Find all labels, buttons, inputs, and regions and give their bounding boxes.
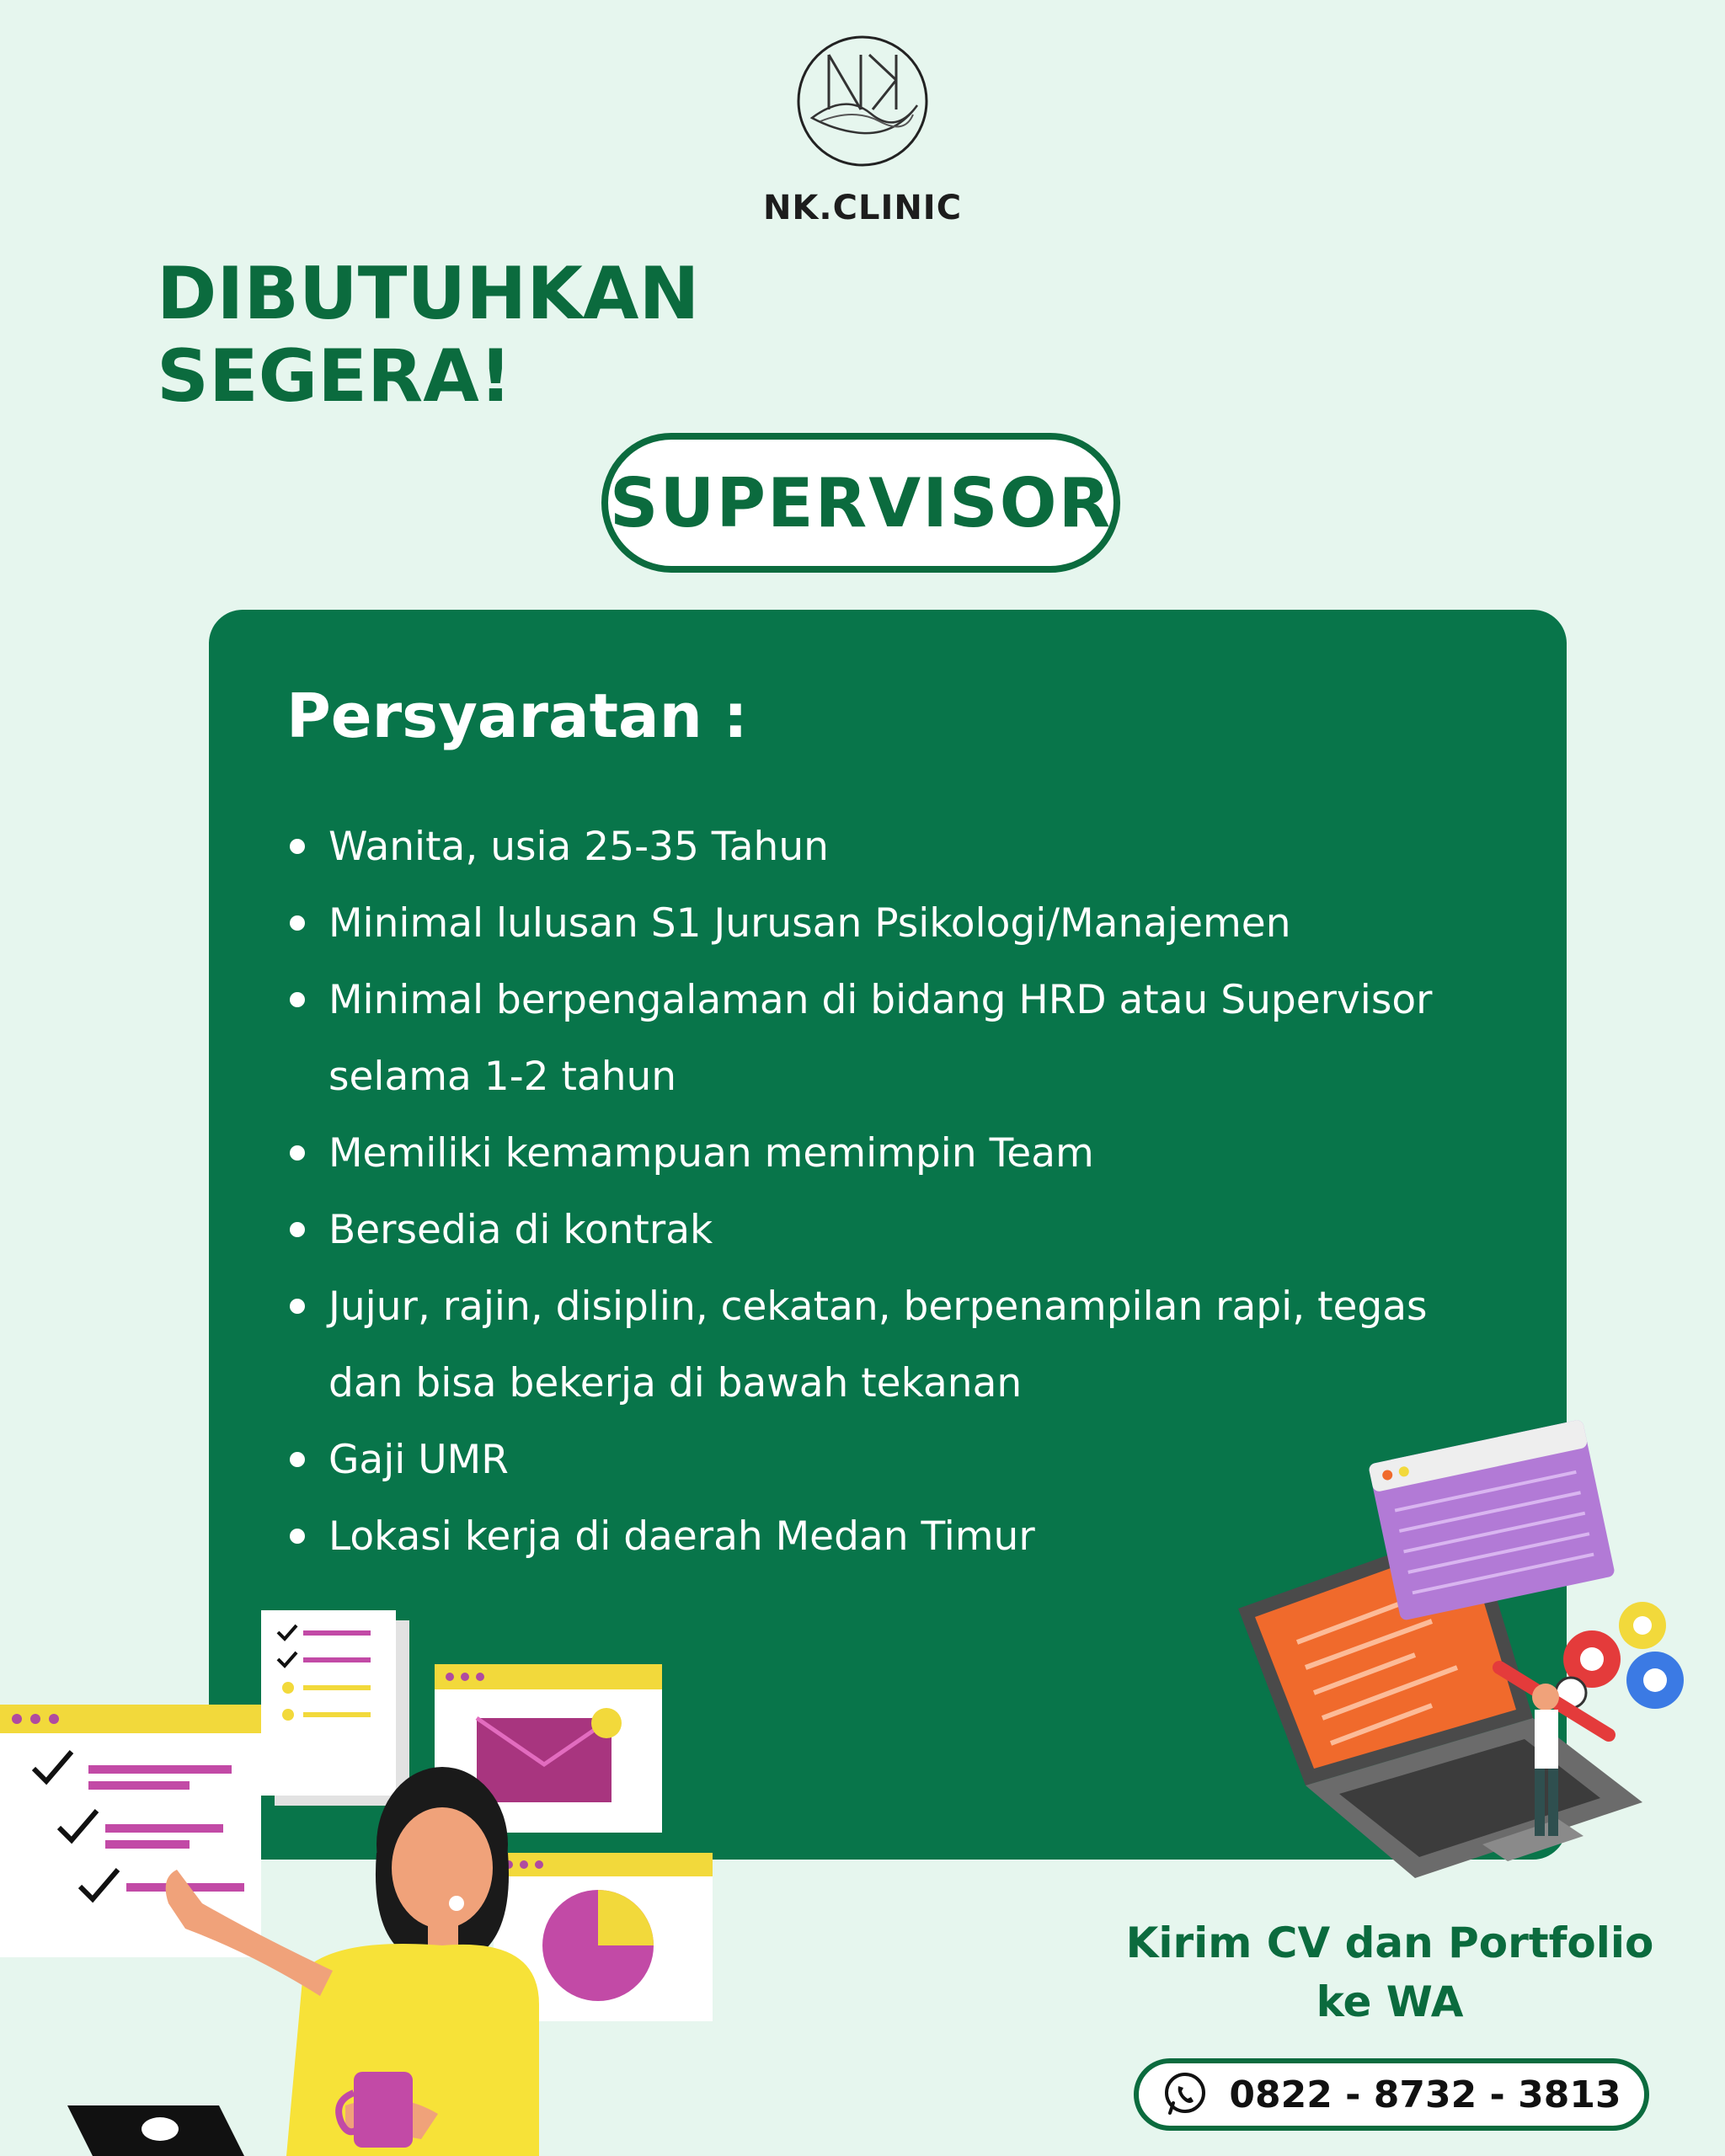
cta-line1: Kirim CV dan Portfolio — [1125, 1919, 1654, 1967]
headline-line2: SEGERA! — [157, 334, 513, 419]
headline — [157, 253, 746, 418]
whatsapp-contact[interactable] — [1134, 2058, 1649, 2131]
laptop-coding-illustration — [1230, 1415, 1701, 1886]
requirement-item: Minimal lulusan S1 Jurusan Psikologi/Manajemen — [286, 885, 1449, 962]
requirement-item: Lokasi kerja di daerah Medan Timur — [286, 1498, 1449, 1575]
position-title: SUPERVISOR — [609, 463, 1113, 542]
position-badge — [601, 433, 1120, 573]
cta-message — [1095, 1913, 1685, 2031]
requirement-item: Bersedia di kontrak — [286, 1192, 1449, 1268]
cta-line2: ke WA — [1316, 1977, 1464, 2026]
phone-number: 0822 - 8732 - 3813 — [1229, 2073, 1621, 2116]
requirement-item: Wanita, usia 25-35 Tahun — [286, 808, 1449, 885]
brand-name: NK.CLINIC — [762, 189, 963, 227]
office-worker-illustration — [0, 1600, 724, 2156]
requirement-item: Minimal berpengalaman di bidang HRD atau Supervisor selama 1-2 tahun — [286, 962, 1449, 1115]
requirements-title: Persyaratan : — [286, 680, 748, 751]
requirement-item: Jujur, rajin, disiplin, cekatan, berpenampilan rapi, tegas dan bisa bekerja di bawah tekanan — [286, 1268, 1449, 1422]
requirement-item: Memiliki kemampuan memimpin Team — [286, 1115, 1449, 1192]
headline-line1: DIBUTUHKAN — [157, 252, 700, 336]
whatsapp-icon — [1162, 2071, 1209, 2118]
clinic-logo — [795, 34, 930, 168]
requirement-item: Gaji UMR — [286, 1422, 1449, 1498]
